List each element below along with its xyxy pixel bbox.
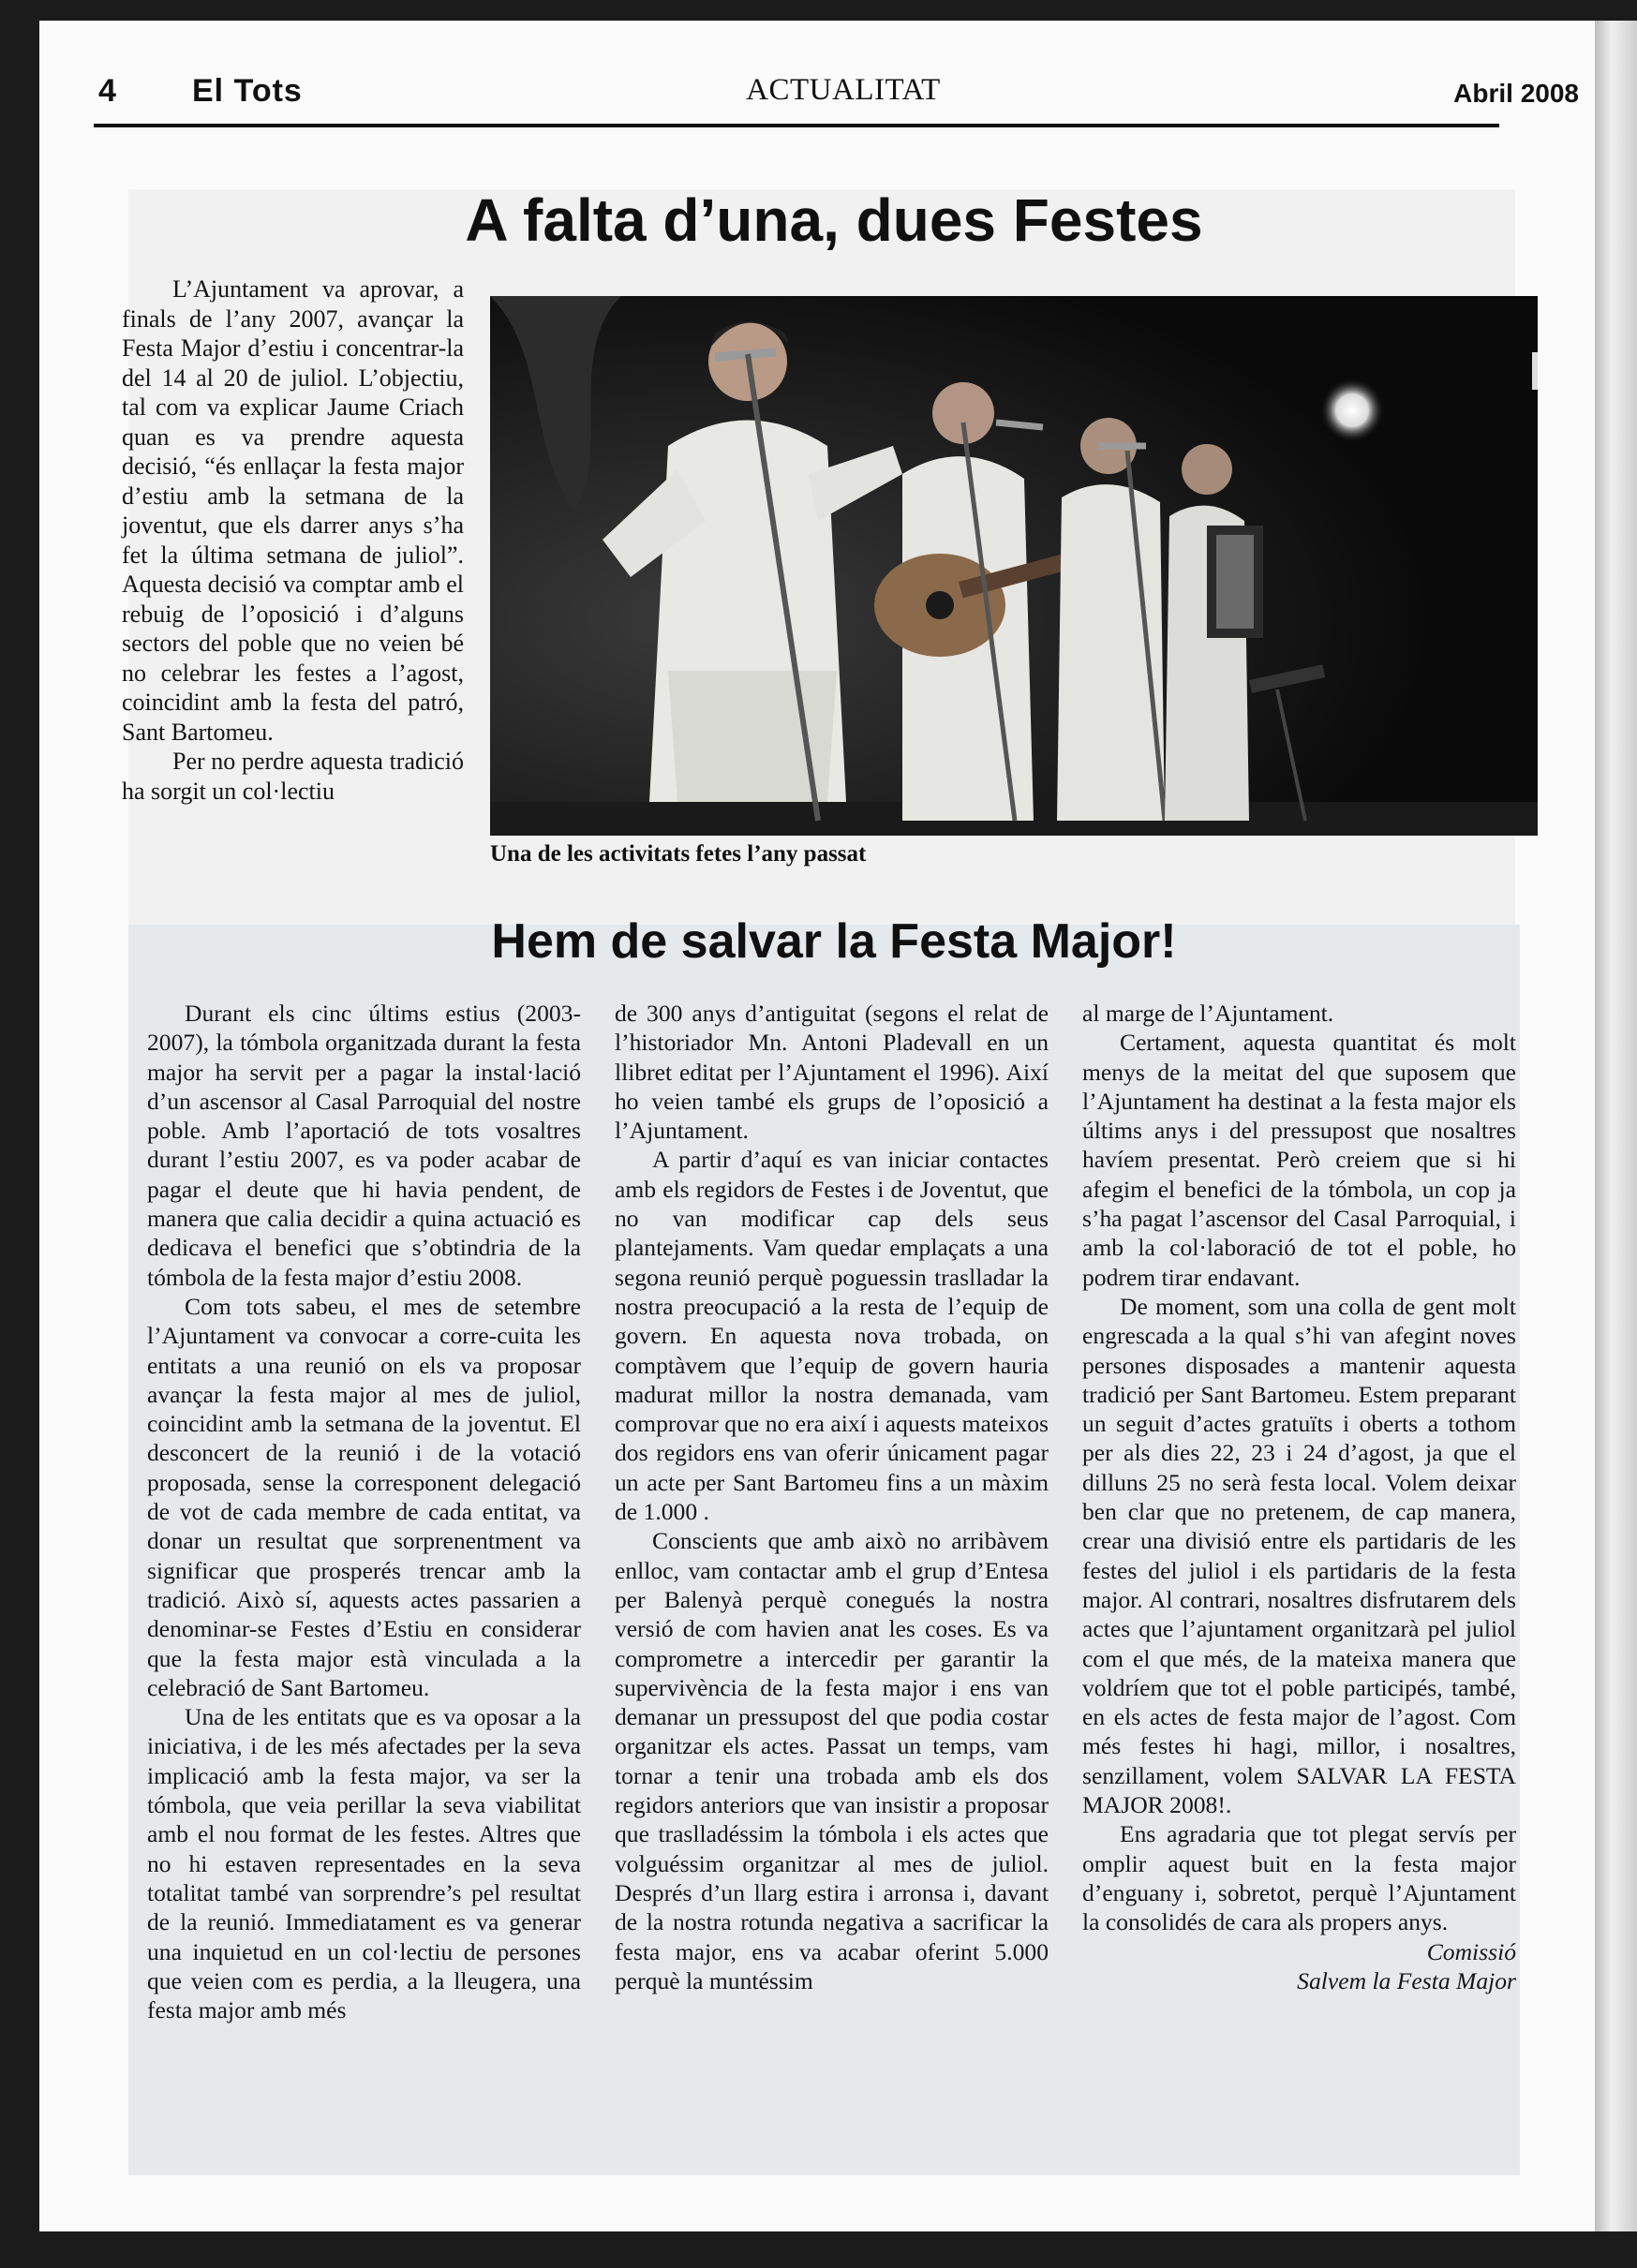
body-paragraph: A partir d’aquí es van iniciar contactes amb els regidors de Festes i de Joventut, que no van modificar cap dels seus plantejaments. Vam quedar emplaçats a una segona reunió perquè poguessin traslladar la nostra preocupació a la resta de l’equip de govern. En aquesta nova trobada, on comptàvem que l’equip de govern hauria madurat millor la nostra demanada, vam comprovar que no era així i aquests mateixos dos regidors ens van oferir únicament pagar un acte per Sant Bartomeu fins a un màxim de 1.000 . — [615, 1146, 1049, 1526]
body-paragraph: Certament, aquesta quantitat és molt menys de la meitat del que suposem que l’Ajuntament ha destinat a la festa major els últims anys i del pressupost que nosaltres havíem presentat. Però creiem que si hi afegim el benefici de la tómbola, un cop ja s’ha pagat l’ascensor del Casal Parroquial, i amb la col·laboració de tot el poble, ho podrem tirar endavant. — [1082, 1029, 1516, 1291]
publication-name: El Tots — [192, 73, 303, 109]
body-paragraph: De moment, som una colla de gent molt engrescada a la qual s’hi van afegint noves persones disposades a mantenir aquesta tradició per Sant Bartomeu. Estem preparant un seguit d’actes gratuïts i oberts a tothom per als dies 22, 23 i 24 d’agost, ja que el dilluns 25 no serà festa local. Volem deixar ben clar que no pretenem, de cap manera, crear una divisió entre els partidaris de les festes del juliol i els partidaris de la festa major. Al contrari, nosaltres disfrutarem dels actes que l’ajuntament organitzarà pel juliol com el que més, de la mateixa manera que voldríem que tot el poble participés, també, en els actes de festa major de l’agost. Com més festes hi hagi, millor, i nosaltres, senzillament, volem SALVAR LA FESTA MAJOR 2008!. — [1082, 1292, 1516, 1819]
article2-column-3 — [1082, 999, 1516, 1995]
signature-line-1: Comissió — [1426, 1937, 1516, 1965]
page-number: 4 — [98, 73, 116, 109]
article2-column-2 — [615, 999, 1049, 1995]
body-paragraph: Com tots sabeu, el mes de setembre l’Ajuntament va convocar a corre-cuita les entitats a una reunió on els va proposar avançar la festa major al mes de juliol, coincidint amb la setmana de la joventut. El desconcert de la reunió i de la votació proposada, sense la corresponent delegació de vot de cada membre de cada entitat, va donar un resultat que sorprenentment va significar que prosperés trencar amb la tradició. Això sí, aquests actes passarien a denominar-se Festes d’Estiu en considerar que la festa major està vinculada a la celebració de Sant Bartomeu. — [147, 1292, 581, 1701]
article2-headline: Hem de salvar la Festa Major! — [491, 914, 1177, 969]
concert-photo — [490, 296, 1538, 836]
header-rule — [94, 124, 1499, 127]
body-paragraph: Ens agradaria que tot plegat servís per omplir aquest buit en la festa major d’enguany i, sobretot, perquè l’Ajuntament la consolidés de cara als propers anys. — [1082, 1820, 1516, 1936]
next-page-edge — [1595, 21, 1637, 2231]
photo-caption: Una de les activitats fetes l’any passat — [490, 841, 867, 867]
issue-date: Abril 2008 — [1453, 79, 1579, 108]
body-paragraph: al marge de l’Ajuntament. — [1082, 1000, 1334, 1027]
intro-paragraph: Per no perdre aquesta tradició ha sorgit un col·lectiu — [122, 748, 464, 805]
signature-line-2: Salvem la Festa Major — [1297, 1966, 1516, 1994]
body-paragraph: Conscients que amb això no arribàvem enlloc, vam contactar amb el grup d’Entesa per Balenyà perquè conegués la nostra versió de com havien anat les coses. Es va comprometre a intercedir per garantir la supervivència de la festa major i ens van demanar un pressupost del que podia costar organitzar els actes. Passat un temps, vam tornar a tenir una trobada amb els dos regidors anteriors que van insistir a proposar que traslladéssim la tómbola i els actes que volguéssim organitzar al mes de juliol. Després d’un llarg estira i arronsa i, davant de la nostra rotunda negativa a sacrificar la festa major, ens va acabar oferint 5.000 perquè la muntéssim — [615, 1527, 1049, 1994]
intro-paragraph: L’Ajuntament va aprovar, a finals de l’any 2007, avançar la Festa Major d’estiu i concentrar-la del 14 al 20 de juliol. L’objectiu, tal com va explicar Jaume Criach quan es va prendre aquesta decisió, “és enllaçar la festa major d’estiu amb la setmana de la joventut, que els darrer anys s’ha fet la última setmana de juliol”. Aquesta decisió va comptar amb el rebuig de l’oposició i d’alguns sectors del poble que no veien bé no celebrar les festes a l’agost, coincidint amb la festa del patró, Sant Bartomeu. — [122, 275, 464, 746]
body-paragraph: Una de les entitats que es va oposar a la iniciativa, i de les més afectades per la seva implicació amb la festa major, va ser la tómbola, que veia perillar la seva viabilitat amb el nou format de les festes. Altres que no hi estaven representades en la seva totalitat també van sorprendre’s pel resultat de la reunió. Immediatament es va generar una inquietud en un col·lectiu de persones que veien com es perdia, a la lleugera, una festa major amb més — [147, 1703, 581, 2024]
body-paragraph: Durant els cinc últims estius (2003-2007), la tómbola organitzada durant la festa major ha servit per a pagar la instal·lació d’un ascensor al Casal Parroquial del nostre poble. Amb l’aportació de tots vosaltres durant l’estiu 2007, es va poder acabar de pagar el deute que hi havia pendent, de manera que calia decidir a quina actuació es dedicava el benefici que s’obtindria de la tómbola de la festa major d’estiu 2008. — [147, 1000, 581, 1291]
body-paragraph: de 300 anys d’antiguitat (segons el relat de l’historiador Mn. Antoni Pladevall en un llibret editat per l’Ajuntament el 1996). Així ho veien també els grups de l’oposició a l’Ajuntament. — [615, 1000, 1049, 1145]
section-title: ACTUALITAT — [746, 73, 941, 107]
article2-column-1 — [147, 999, 581, 2024]
article1-intro — [122, 274, 464, 806]
article1-headline: A falta d’una, dues Festes — [465, 186, 1203, 254]
